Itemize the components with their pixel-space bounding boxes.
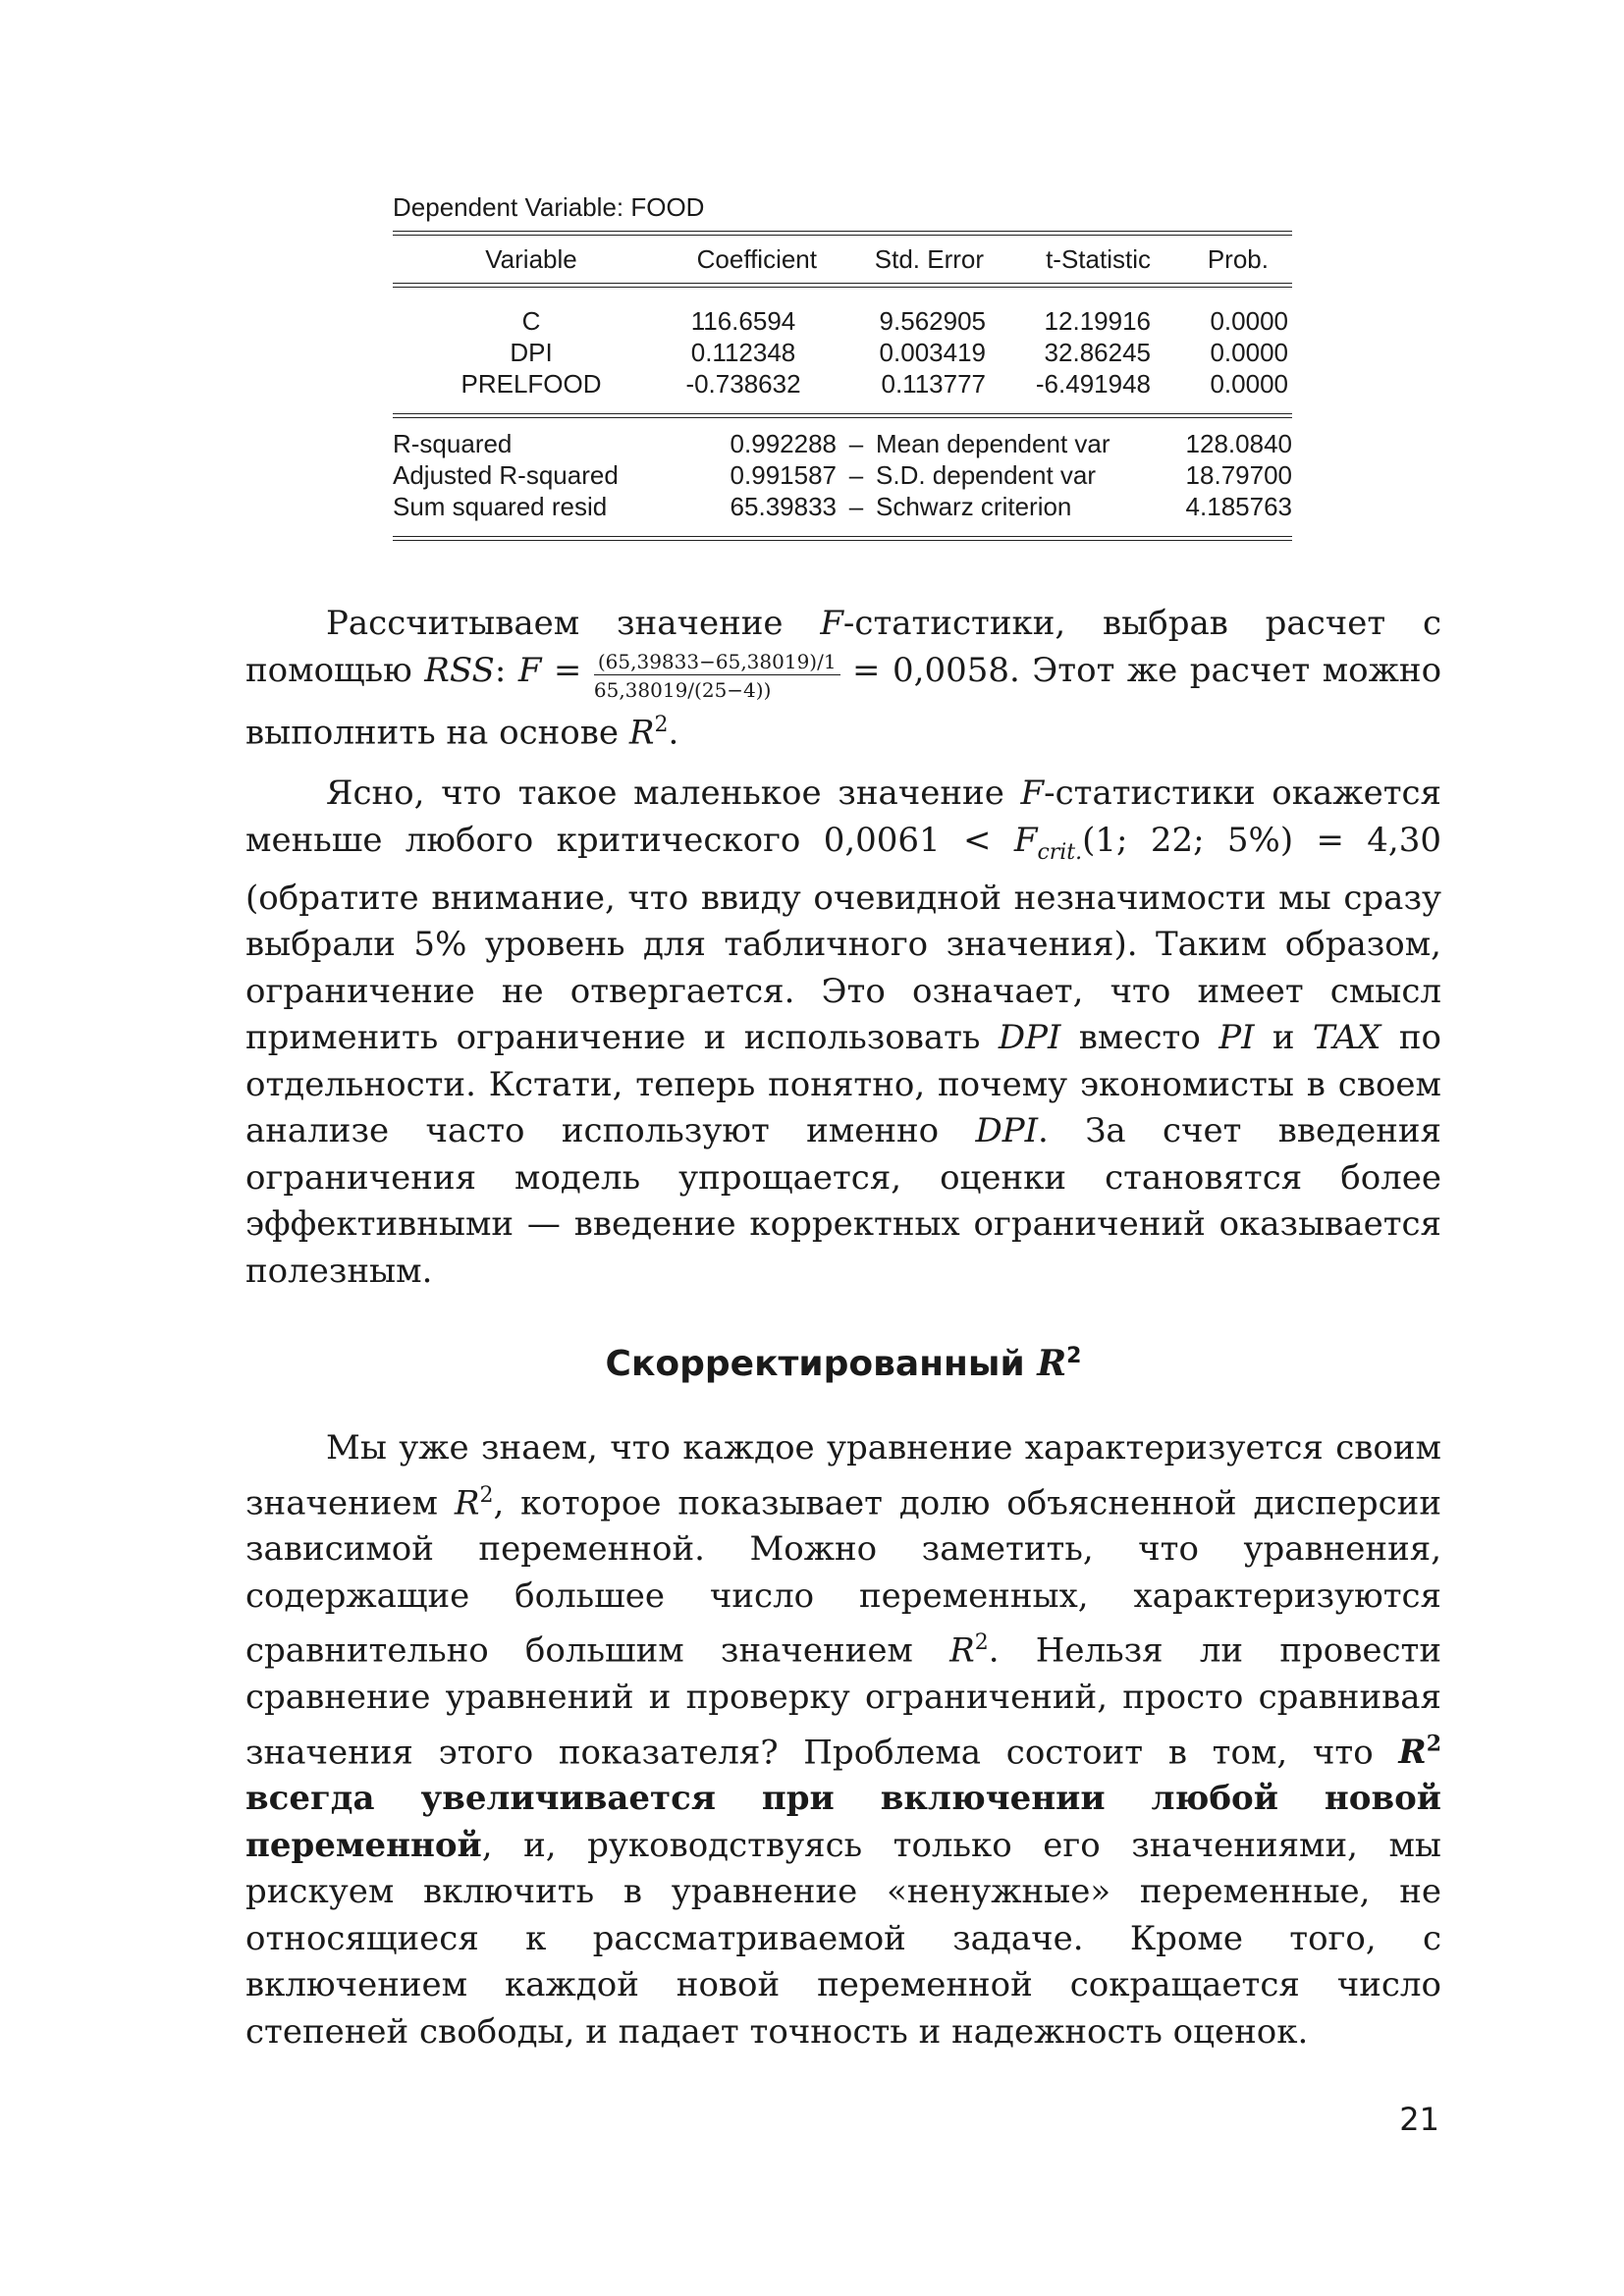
stat-value-2: 4.185763 [1185,492,1292,521]
stat-dash: – [848,492,864,521]
double-rule-bottom [393,536,1292,541]
cell-variable: DPI [510,338,553,367]
cell-coefficient: -0.738632 [685,369,801,399]
stat-value: 0.992288 [730,429,837,458]
cell-variable: PRELFOOD [460,369,602,399]
stat-label: Sum squared resid [393,492,608,521]
header-std-error: Std. Error [874,244,984,274]
cell-prob: 0.0000 [1210,338,1288,367]
f-fraction [594,650,840,702]
cell-variable: C [521,306,541,336]
paragraph-f-statistic-calc: Рассчитываем значение F-статистики, выбрав расчет с помощью RSS: F = $\frac{(65,39833-65,38019)/1}{65,38019/(25-4))}$ = 0,0058. Этот же расчет можно выполнить на основе $R^2$. [245,604,1442,752]
stat-label-2: Mean dependent var [876,429,1110,458]
table-row [393,337,1292,368]
stat-value: 0.991587 [730,460,837,490]
stat-label-2: Schwarz criterion [876,492,1072,521]
dependent-variable-caption: Dependent Variable: FOOD [393,192,705,222]
stat-value-2: 18.79700 [1185,460,1292,490]
fraction-denominator: 65,38019/(25−4)) [593,677,772,702]
double-rule-top [393,231,1292,236]
paragraph-adjusted-r-squared: Мы уже знаем, что каждое уравнение характеризуется своим значением $R^2$, которое показывает долю объясненной дисперсии зависимой переменной. Можно заметить, что уравнения, содержащие большее число переменных, характеризуются сравнительно большим значением $R^2$. Нельзя ли провести сравнение уравнений и проверку ограничений, просто сравнивая значения этого показателя? Проблема состоит в том, что $R^2$ всегда увеличивается при включении любой новой переменной, и, руководствуясь только его значениями, мы рискуем включить в уравнение «ненужные» переменные, не относящиеся к рассматриваемой задаче. Кроме того, с включением каждой новой переменной сокращается число степеней свободы, и падает точность и надежность оценок. [245,1428,1442,2052]
cell-std-error: 0.113777 [881,369,986,399]
stats-row [393,459,1292,491]
stat-label: Adjusted R-squared [393,460,619,490]
cell-prob: 0.0000 [1210,369,1288,399]
cell-coefficient: 116.6594 [690,306,796,336]
section-heading: Скорректированный $R^2$ [605,1343,1082,1384]
stat-dash: – [848,429,864,458]
double-rule-header [393,283,1292,288]
cell-t-statistic: -6.491948 [1035,369,1151,399]
cell-std-error: 9.562905 [879,306,986,336]
cell-std-error: 0.003419 [879,338,986,367]
regression-output-table [393,191,1292,545]
header-t-statistic: t-Statistic [1046,244,1151,274]
cell-prob: 0.0000 [1210,306,1288,336]
header-prob: Prob. [1207,244,1269,274]
stat-label: R-squared [393,429,513,458]
header-variable: Variable [485,244,577,274]
cell-t-statistic: 12.19916 [1044,306,1151,336]
cell-t-statistic: 32.86245 [1044,338,1151,367]
page-number: 21 [1399,2101,1439,2138]
double-rule-middle [393,413,1292,418]
stats-row [393,428,1292,459]
stats-row [393,491,1292,522]
header-coefficient: Coefficient [696,244,817,274]
fraction-numerator: (65,39833−65,38019)/1 [594,650,840,675]
stat-value-2: 128.0840 [1185,429,1292,458]
stat-dash: – [848,460,864,490]
table-row [393,368,1292,400]
table-header-row [393,240,1292,279]
stat-value: 65.39833 [730,492,837,521]
paragraph-restriction-conclusion: Ясно, что такое маленькое значение F-статистики окажется меньше любого критического $0,0061 < F_{crit.}(1$; 22; 5%) = 4,30 (обратите внимание, что ввиду очевидной незначимости мы сразу выбрали 5% уровень для табличного значения). Таким образом, ограничение не отвергается. Это означает, что имеет смысл применить ограничение и использовать DPI вместо PI и TAX по отдельности. Кстати, теперь понятно, почему экономисты в своем анализе часто используют именно DPI. За счет введения ограничения модель упрощается, оценки становятся более эффективными — введение корректных ограничений оказывается полезным. [245,774,1441,1291]
cell-coefficient: 0.112348 [690,338,796,367]
stat-label-2: S.D. dependent var [876,460,1097,490]
table-row [393,305,1292,337]
